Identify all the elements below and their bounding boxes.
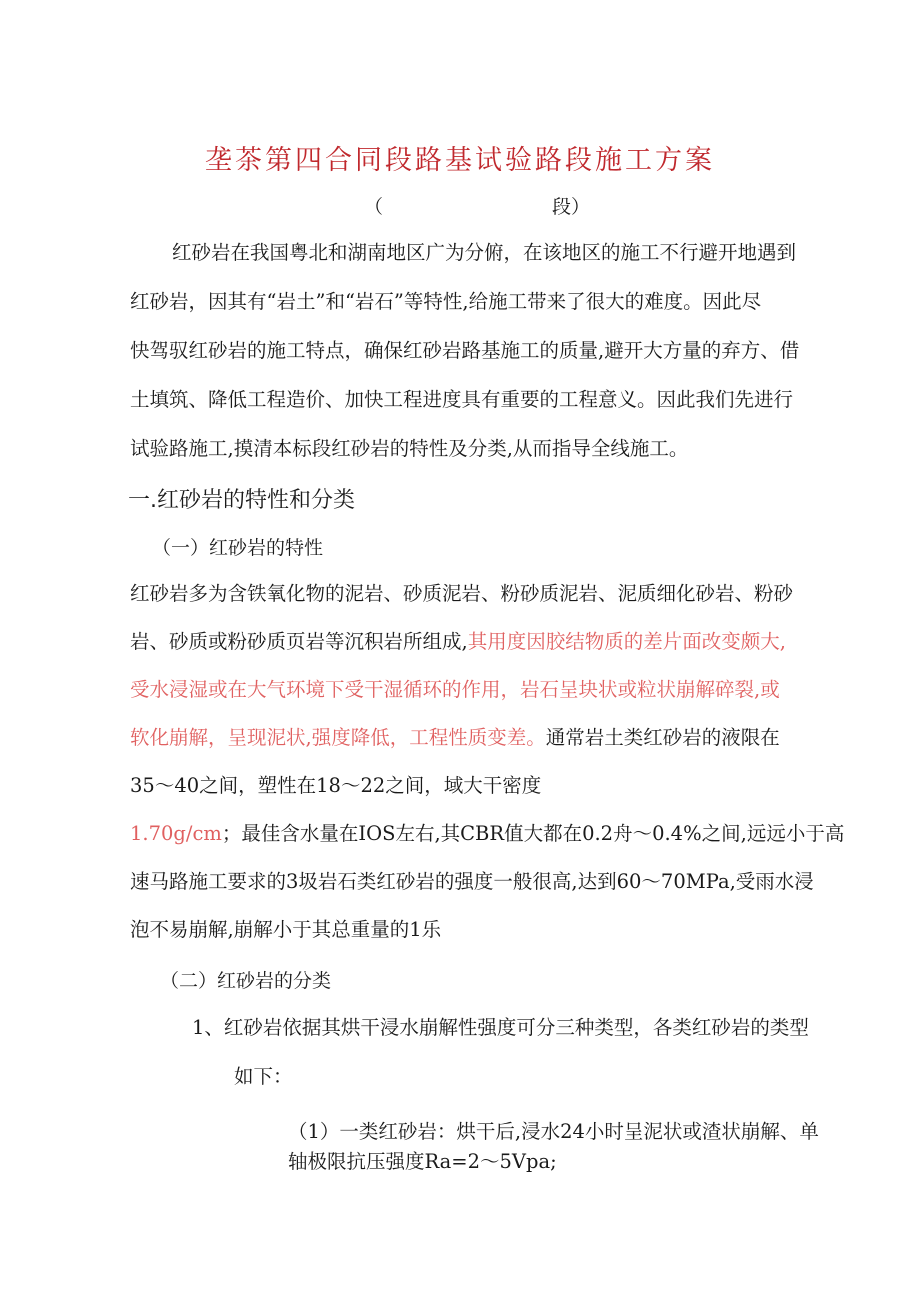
intro-line-4: 土填筑、降低工程造价、加快工程进度具有重要的工程意义。因此我们先进行 xyxy=(130,388,794,411)
para-line-3-highlight: 受水浸湿或在大气环境下受干湿循环的作用，岩石呈块状或粒状崩解碎裂,或 xyxy=(130,678,780,701)
para-line-2-highlight: 其用度因胶结物质的差片面改变颇大, xyxy=(467,630,786,653)
subtitle-open-paren: （ xyxy=(364,196,384,218)
para-line-6-highlight: 1.70g/cm xyxy=(130,822,222,845)
para-line-7: 速马路施工要求的3圾岩石类红砂岩的强度一般很高,达到60〜70MPa,受雨水浸 xyxy=(130,870,814,893)
intro-line-5: 试验路施工,摸清本标段红砂岩的特性及分类,从而指导全线施工。 xyxy=(130,437,689,460)
subtitle-section-label: 段） xyxy=(552,196,591,218)
subsection-heading-1: （一）红砂岩的特性 xyxy=(152,537,324,559)
para-line-2 xyxy=(130,628,786,656)
subsection-heading-2: （二）红砂岩的分类 xyxy=(160,970,332,992)
intro-line-2: 红砂岩，因其有“岩土”和“岩石”等特性,给施工带来了很大的难度。因此尽 xyxy=(130,290,762,313)
section-heading-1: 一.红砂岩的特性和分类 xyxy=(128,488,355,513)
intro-line-3: 快驾驭红砂岩的施工特点，确保红砂岩路基施工的质量,避开大方量的弃方、借 xyxy=(130,339,800,362)
document-title: 垄茶第四合同段路基试验路段施工方案 xyxy=(205,145,715,176)
para-line-4-text: 通常岩土类红砂岩的液限在 xyxy=(545,726,780,749)
list-item-1-cont: 如下： xyxy=(234,1065,293,1088)
para-line-6 xyxy=(130,820,844,848)
document-subtitle xyxy=(0,192,920,222)
para-line-2-text: 岩、砂质或粉砂质页岩等沉积岩所组成, xyxy=(130,630,468,653)
para-line-6-text: ；最佳含水量在IOS左右,其CBR值大都在0.2舟〜0.4%之间,远远小于高 xyxy=(221,822,845,845)
para-line-4-highlight: 软化崩解，呈现泥状,强度降低，工程性质变差。 xyxy=(130,726,546,749)
list-item-1: 1、红砂岩依据其烘干浸水崩解性强度可分三种类型，各类红砂岩的类型 xyxy=(192,1016,809,1039)
para-line-8: 泡不易崩解,崩解小于其总重量的1乐 xyxy=(130,918,442,941)
list-item-1-1-cont: 轴极限抗压强度Ra=2〜5Vpa; xyxy=(288,1150,557,1173)
para-line-5: 35〜40之间，塑性在18〜22之间，域大干密度 xyxy=(130,774,542,797)
para-line-1: 红砂岩多为含铁氧化物的泥岩、砂质泥岩、粉砂质泥岩、泥质细化砂岩、粉砂 xyxy=(130,582,794,605)
list-item-1-1: （1）一类红砂岩：烘干后,浸水24小时呈泥状或渣状崩解、单 xyxy=(288,1120,819,1143)
intro-line-1: 红砂岩在我国粤北和湖南地区广为分俯，在该地区的施工不行避开地遇到 xyxy=(172,241,797,264)
para-line-4 xyxy=(130,724,780,752)
